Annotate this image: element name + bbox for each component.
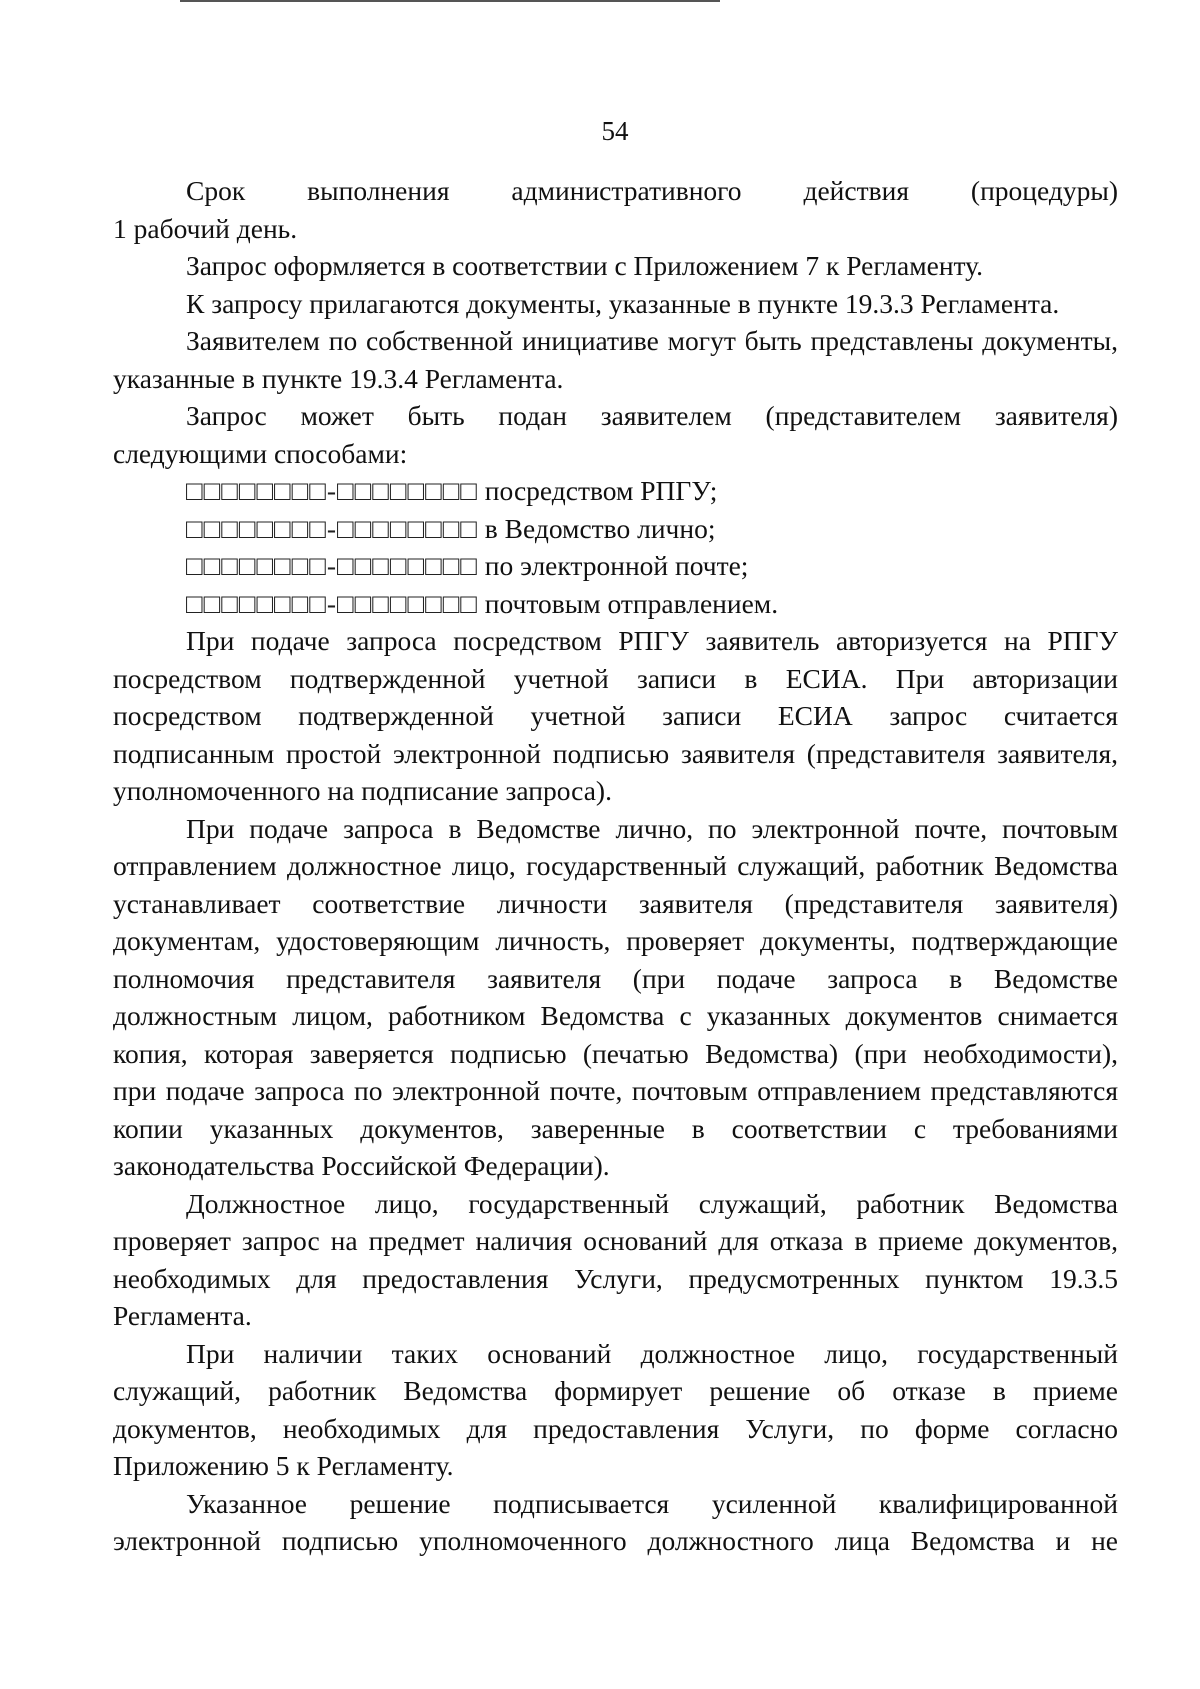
unrendered-glyphs: □□□□□□□□-□□□□□□□□ (186, 475, 478, 506)
text-line: посредством подтвержденной учетной записи в ЕСИА. При авторизации (113, 662, 1118, 694)
list-item (113, 510, 1118, 548)
paragraph-submission-methods (113, 397, 1118, 472)
page-number: 54 (601, 116, 629, 146)
unrendered-glyphs: □□□□□□□□-□□□□□□□□ (186, 550, 478, 581)
text-line: копии указанных документов, заверенные в соответствии с требованиями (113, 1112, 1118, 1144)
paragraph-attached-docs (113, 285, 1118, 323)
text-line: проверяет запрос на предмет наличия оснований для отказа в приеме документов, (113, 1225, 1118, 1256)
text-line: подписанным простой электронной подписью заявителя (представителя заявителя, (113, 737, 1118, 769)
paragraph-in-person (113, 810, 1118, 1185)
text-line: Регламента. (113, 1300, 252, 1331)
paragraph-own-initiative (113, 322, 1118, 397)
paragraph-rpgu-auth (113, 622, 1118, 810)
text-line: следующими способами: (113, 437, 408, 469)
text-line: К запросу прилагаются документы, указанные в пункте 19.3.3 Регламента. (186, 287, 1060, 319)
paragraph-signature (113, 1485, 1118, 1560)
text-line: копия, которая заверяется подписью (печатью Ведомства) (при необходимости), (113, 1037, 1118, 1069)
text-line: устанавливает соответствие личности заявителя (представителя заявителя) (113, 887, 1118, 919)
list-item-text: по электронной почте; (484, 550, 749, 581)
text-line: электронной подписью уполномоченного должностного лица Ведомства и не (113, 1525, 1118, 1556)
text-line: 1 рабочий день. (113, 212, 298, 244)
list-item (113, 585, 1118, 623)
text-line: Запрос может быть подан заявителем (представителем заявителя) (186, 400, 1118, 431)
text-line: служащий, работник Ведомства формирует решение об отказе в приеме (113, 1375, 1118, 1406)
list-item-text: в Ведомство лично; (484, 512, 716, 544)
document-body (113, 172, 1118, 1560)
text-line: Должностное лицо, государственный служащий, работник Ведомства (186, 1187, 1118, 1219)
text-line: указанные в пункте 19.3.4 Регламента. (113, 362, 564, 394)
paragraph-deadline (113, 172, 1118, 247)
paragraph-refusal-decision (113, 1335, 1118, 1485)
text-line: При подаче запроса в Ведомстве лично, по электронной почте, почтовым (186, 812, 1118, 844)
text-line: При подаче запроса посредством РПГУ заявитель авторизуется на РПГУ (186, 625, 1118, 656)
text-line: необходимых для предоставления Услуги, предусмотренных пунктом 19.3.5 (113, 1262, 1118, 1294)
text-line: При наличии таких оснований должностное лицо, государственный (186, 1337, 1118, 1369)
unrendered-glyphs: □□□□□□□□-□□□□□□□□ (186, 512, 478, 544)
text-line: уполномоченного на подписание запроса). (113, 775, 612, 806)
text-line: должностным лицом, работником Ведомства с указанных документов снимается (113, 1000, 1118, 1031)
list-item-text: посредством РПГУ; (484, 475, 718, 506)
text-line: полномочия представителя заявителя (при подаче запроса в Ведомстве (113, 962, 1118, 994)
text-line: Приложению 5 к Регламенту. (113, 1450, 454, 1481)
paragraph-request-form (113, 247, 1118, 285)
unrendered-glyphs: □□□□□□□□-□□□□□□□□ (186, 587, 478, 619)
text-line: документам, удостоверяющим личность, проверяет документы, подтверждающие (113, 925, 1118, 956)
list-item (113, 547, 1118, 585)
top-scan-rule (180, 0, 720, 2)
text-line: Срок выполнения административного действия (процедуры) (186, 175, 1118, 206)
text-line: законодательства Российской Федерации). (113, 1150, 610, 1181)
text-line: Указанное решение подписывается усиленной квалифицированной (186, 1487, 1118, 1519)
text-line: посредством подтвержденной учетной записи ЕСИА запрос считается (113, 700, 1118, 731)
text-line: документов, необходимых для предоставления Услуги, по форме согласно (113, 1412, 1118, 1444)
text-line: Запрос оформляется в соответствии с Приложением 7 к Регламенту. (186, 250, 984, 281)
list-item-text: почтовым отправлением. (484, 587, 779, 619)
text-line: при подаче запроса по электронной почте, почтовым отправлением представляются (113, 1075, 1118, 1106)
list-item (113, 472, 1118, 510)
paragraph-check-request (113, 1185, 1118, 1335)
text-line: Заявителем по собственной инициативе могут быть представлены документы, (186, 325, 1118, 356)
text-line: отправлением должностное лицо, государственный служащий, работник Ведомства (113, 850, 1118, 881)
